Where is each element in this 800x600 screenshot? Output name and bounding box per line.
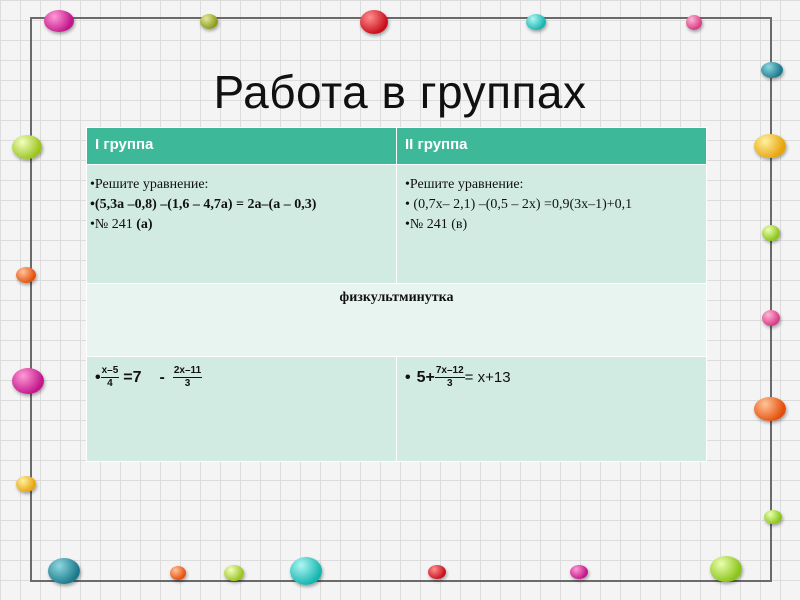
eq2-lead: 5+ (416, 368, 435, 386)
header-group1 (87, 128, 397, 165)
bead-pink-top (686, 15, 702, 30)
eq1-frac2-denominator: 3 (184, 378, 191, 389)
bead-lime-bottom (224, 565, 244, 581)
eq1-frac2-numerator: 2х–11 (173, 365, 202, 376)
bead-red-bottom (428, 565, 446, 579)
cell-group2-tasks (397, 165, 707, 284)
header-group2 (397, 128, 707, 165)
bead-pink-right (762, 310, 780, 326)
bead-olive-top (200, 14, 218, 29)
eq1-equals: =7 (123, 368, 142, 386)
bead-cyan-bottom (290, 557, 322, 585)
group2-instruction: •Решите уравнение: (405, 177, 524, 192)
bead-magenta-left (12, 368, 44, 394)
cell-break (87, 284, 707, 357)
cell-group1-tasks (87, 165, 397, 284)
header-group2-label: II группа (405, 136, 468, 153)
bead-magenta-top (44, 10, 74, 32)
table-row-tasks (87, 165, 707, 284)
group2-fraction-equation (397, 357, 706, 390)
eq2-frac-denominator: 3 (446, 378, 453, 389)
bead-magenta-bottom (570, 565, 588, 579)
table-row-break (87, 284, 707, 357)
eq1-frac1-denominator: 4 (107, 378, 113, 389)
eq1-bullet: • (95, 368, 101, 386)
bead-lime-bottom-right (710, 556, 742, 582)
eq2-fraction (435, 365, 465, 390)
groups-table (86, 127, 707, 462)
group1-instruction: •Решите уравнение: (90, 177, 209, 192)
group1-exercise-letter: (а) (136, 217, 153, 232)
bead-teal-bottom (48, 558, 80, 584)
group1-fraction-equation (87, 357, 396, 390)
slide-title: Работа в группах (213, 66, 587, 118)
table-row-fractions (87, 357, 707, 462)
eq1-fraction1 (101, 365, 120, 390)
eq2-frac-numerator: 7х–12 (435, 365, 464, 376)
break-label: физкультминутка (339, 290, 454, 305)
bead-orange-bottom (170, 566, 186, 580)
bead-yellow-left (16, 476, 36, 492)
bead-orange-left (16, 267, 36, 283)
bead-lime-left (12, 135, 42, 159)
eq2-bullet: • (405, 368, 411, 386)
eq1-fraction2 (173, 365, 202, 390)
bead-red-top (360, 10, 388, 34)
frame-top-line (30, 17, 772, 19)
group1-exercise-number: •№ 241 (90, 217, 137, 232)
frame-bottom-line (30, 580, 772, 582)
bead-yellow-right (754, 134, 786, 158)
eq1-minus: - (159, 368, 165, 386)
header-group1-label: I группа (95, 136, 154, 153)
eq2-tail: = х+13 (464, 369, 511, 386)
table-header-row (87, 128, 707, 165)
bead-lime-right-low (764, 510, 782, 524)
bead-orange-right (754, 397, 786, 421)
group2-equation: • (0,7х– 2,1) –(0,5 – 2х) =0,9(3х–1)+0,1 (405, 197, 633, 212)
eq1-frac1-numerator: х–5 (101, 365, 119, 376)
group1-equation: •(5,3а –0,8) –(1,6 – 4,7а) = 2а–(а – 0,3) (90, 197, 317, 212)
cell-group1-fraction-eq (87, 357, 397, 462)
group2-exercise: •№ 241 (в) (405, 217, 468, 232)
cell-group2-fraction-eq (397, 357, 707, 462)
bead-lime-right (762, 225, 780, 241)
bead-cyan-top (526, 14, 546, 30)
group1-exercise (90, 215, 396, 235)
